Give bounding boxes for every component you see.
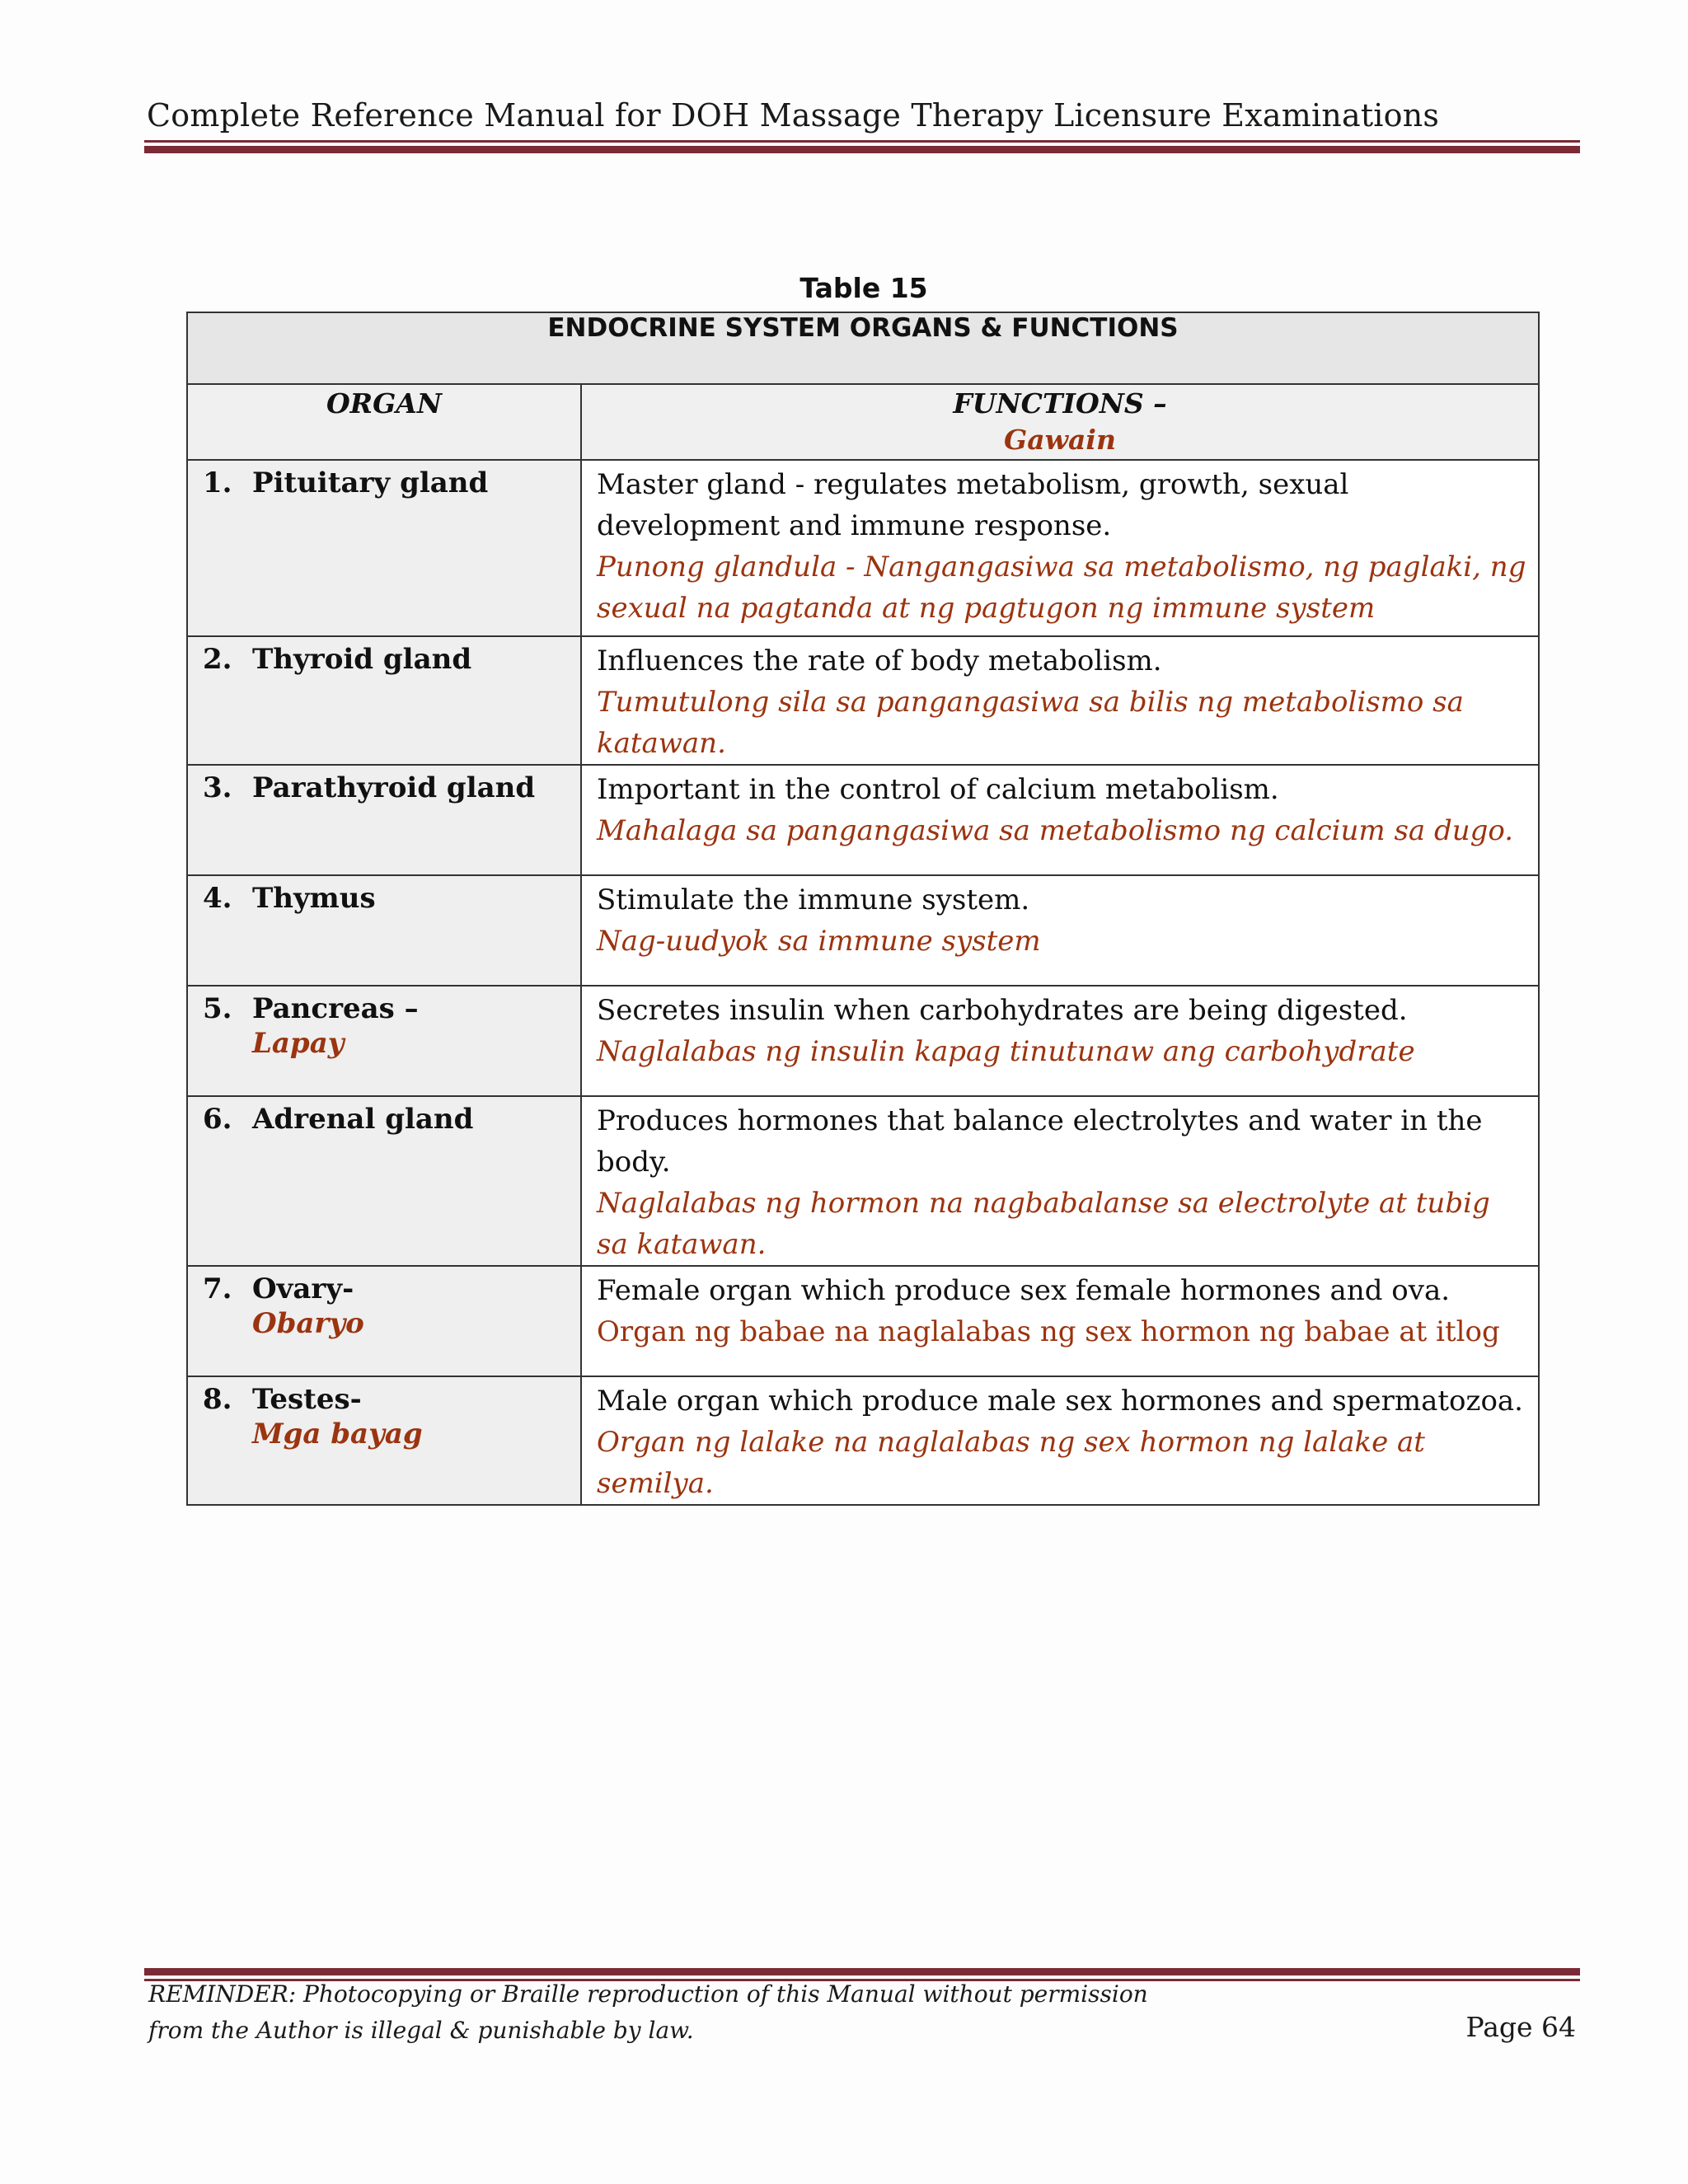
function-cell: Stimulate the immune system. Nag-uudyok sa immune system	[581, 875, 1539, 986]
organ-translation: Mga bayag	[252, 1418, 423, 1451]
organ-name: Testes-	[252, 1383, 362, 1416]
column-header-functions-translation: Gawain	[1004, 424, 1116, 456]
table-caption: ENDOCRINE SYSTEM ORGANS & FUNCTIONS	[187, 312, 1539, 384]
table-label: Table 15	[799, 272, 928, 304]
organ-cell: 2. Thyroid gland	[187, 636, 581, 765]
table-row	[187, 1266, 1539, 1376]
table-row	[187, 1096, 1539, 1266]
table-row	[187, 1376, 1539, 1505]
table-row	[187, 986, 1539, 1096]
organ-name: Pituitary gland	[252, 466, 489, 499]
page-header-title: Complete Reference Manual for DOH Massage Therapy Licensure Examinations	[147, 97, 1440, 134]
function-cell: Female organ which produce sex female hormones and ova. Organ ng babae na naglalabas ng sex hormon ng babae at itlog	[581, 1266, 1539, 1376]
organ-cell: 7. Ovary- Obaryo	[187, 1266, 581, 1376]
page-number: Page 64	[1465, 2011, 1576, 2043]
organ-cell: 1. Pituitary gland	[187, 460, 581, 636]
organ-cell: 6. Adrenal gland	[187, 1096, 581, 1266]
function-cell: Secretes insulin when carbohydrates are being digested. Naglalabas ng insulin kapag tinutunaw ang carbohydrate	[581, 986, 1539, 1096]
organ-name: Thyroid gland	[252, 643, 472, 676]
organ-cell: 8. Testes- Mga bayag	[187, 1376, 581, 1505]
table-row	[187, 875, 1539, 986]
organ-cell: 5. Pancreas – Lapay	[187, 986, 581, 1096]
function-cell: Influences the rate of body metabolism. Tumutulong sila sa pangangasiwa sa bilis ng metabolismo sa katawan.	[581, 636, 1539, 765]
organ-name: Parathyroid gland	[252, 771, 536, 804]
header-rule	[144, 140, 1580, 153]
footer-line-2: from the Author is illegal & punishable by law.	[148, 2017, 694, 2044]
footer-reminder	[148, 1976, 1148, 2049]
organ-translation: Obaryo	[252, 1307, 364, 1340]
organ-cell: 3. Parathyroid gland	[187, 765, 581, 875]
function-cell: Important in the control of calcium metabolism. Mahalaga sa pangangasiwa sa metabolismo ng calcium sa dugo.	[581, 765, 1539, 875]
column-header-functions: FUNCTIONS – Gawain	[581, 384, 1539, 460]
table-row	[187, 765, 1539, 875]
column-header-organ: ORGAN	[187, 384, 581, 460]
footer-line-1: REMINDER: Photocopying or Braille reproduction of this Manual without permission	[148, 1980, 1148, 2008]
organ-name: Thymus	[252, 882, 376, 915]
organ-translation: Lapay	[252, 1027, 345, 1060]
organ-cell: 4. Thymus	[187, 875, 581, 986]
function-cell: Male organ which produce male sex hormones and spermatozoa. Organ ng lalake na naglalabas ng sex hormon ng lalake at semilya.	[581, 1376, 1539, 1505]
organ-name: Adrenal gland	[252, 1103, 474, 1136]
table-row	[187, 460, 1539, 636]
function-cell: Master gland - regulates metabolism, growth, sexual development and immune response. Punong glandula - Nangangasiwa sa metabolismo, ng paglaki, ng sexual na pagtanda at ng pagtugon ng immune system	[581, 460, 1539, 636]
endocrine-table	[186, 312, 1540, 1506]
organ-name: Ovary-	[252, 1272, 354, 1305]
table-row	[187, 636, 1539, 765]
organ-name: Pancreas –	[252, 992, 419, 1025]
function-cell: Produces hormones that balance electrolytes and water in the body. Naglalabas ng hormon na nagbabalanse sa electrolyte at tubig sa katawan.	[581, 1096, 1539, 1266]
